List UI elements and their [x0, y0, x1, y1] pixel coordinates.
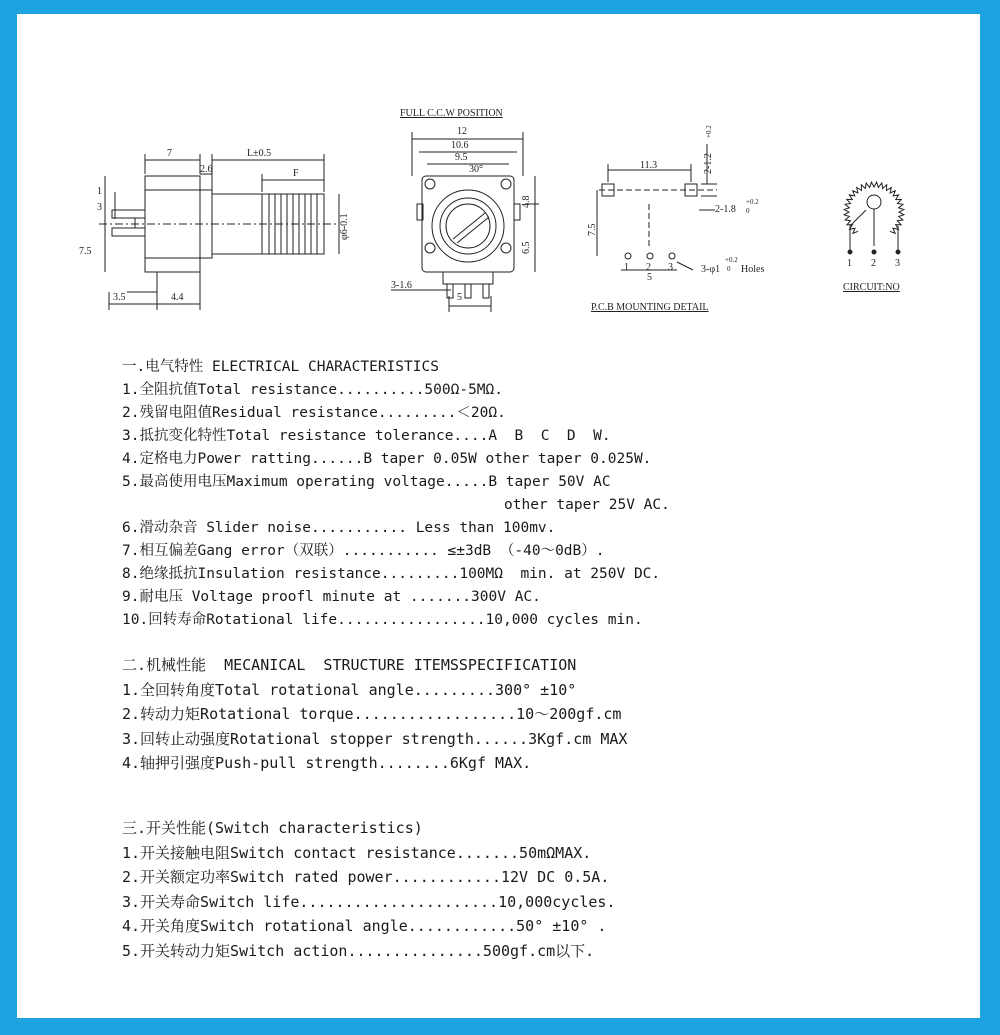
pcb-pin-3: 3: [668, 262, 673, 273]
side-view: [99, 154, 339, 310]
spec-item: 3.开关寿命Switch life......................10,000cycles.: [122, 892, 616, 911]
circuit-symbol: [844, 182, 904, 254]
drawing-svg: [17, 14, 980, 344]
dim-3-5: 3.5: [113, 292, 126, 303]
spec-item: 8.绝缘抵抗Insulation resistance.........100MΩ min. at 250V DC.: [122, 566, 661, 582]
angle-30: 30°: [469, 164, 483, 175]
electrical-section: [122, 356, 942, 632]
dim-2-1-8: 2-1.8: [715, 204, 736, 215]
dim-f: F: [293, 168, 299, 179]
hole-suffix: Holes: [741, 264, 765, 275]
pcb-pin-1: 1: [624, 262, 629, 273]
circuit-pin-3: 3: [895, 258, 900, 269]
spec-item: 6.滑动杂音 Slider noise........... Less than 100mv.: [122, 520, 556, 536]
spec-item: 7.相互偏差Gang error（双联）........... ≤±3dB （-40～0dB）.: [122, 543, 605, 559]
spec-item: 3.回转止动强度Rotational stopper strength......3Kgf.cm MAX: [122, 729, 628, 748]
electrical-title: 一.电气特性 ELECTRICAL CHARACTERISTICS: [122, 359, 439, 375]
mechanical-section: [122, 653, 942, 776]
dim-12: 12: [457, 126, 467, 137]
dim-4-8: 4.8: [521, 195, 532, 208]
dim-5: 5: [457, 292, 462, 303]
spec-item: 1.全回转角度Total rotational angle.........300° ±10°: [122, 680, 577, 699]
dim-6-5: 6.5: [521, 241, 532, 254]
spec-item: 3.抵抗变化特性Total resistance tolerance....A B C D W.: [122, 428, 611, 444]
dim-1: 1: [97, 186, 102, 197]
hole-tol-low: 0: [727, 265, 731, 273]
spec-item: 9.耐电压 Voltage proofl minute at .......300V AC.: [122, 589, 541, 605]
spec-item-continuation: other taper 25V AC.: [504, 497, 670, 513]
spec-item: 4.定格电力Power ratting......B taper 0.05W other taper 0.025W.: [122, 451, 652, 467]
spec-item: 2.残留电阻值Residual resistance.........＜20Ω.: [122, 405, 506, 421]
front-view-title: FULL C.C.W POSITION: [400, 108, 503, 119]
dim-l: L±0.5: [247, 148, 272, 159]
hole-note: 3-φ1: [701, 264, 721, 275]
pcb-pin-2: 2: [646, 262, 651, 273]
dim-tol-a: +0.2: [705, 125, 713, 138]
spec-sheet: [17, 14, 980, 1018]
spec-item: 4.轴押引强度Push-pull strength........6Kgf MAX.: [122, 754, 532, 773]
circuit-label: CIRCUIT:NO: [843, 282, 900, 293]
spec-item: 5.最高使用电压Maximum operating voltage.....B taper 50V AC: [122, 474, 611, 490]
spec-item: 1.开关接触电阻Switch contact resistance.......50mΩMAX.: [122, 843, 592, 862]
dim-pcb-7-5: 7.5: [587, 223, 598, 236]
spec-item: 4.开关角度Switch rotational angle............50° ±10° .: [122, 917, 607, 936]
dim-shaft: φ6-0.1: [339, 213, 350, 240]
dim-7: 7: [167, 148, 172, 159]
dim-9-5: 9.5: [455, 152, 468, 163]
spec-item: 10.回转寿命Rotational life.................10,000 cycles min.: [122, 612, 643, 628]
spec-item: 2.转动力矩Rotational torque..................10～200gf.cm: [122, 705, 622, 724]
spec-item: 5.开关转动力矩Switch action...............500gf.cm以下.: [122, 941, 595, 960]
technical-drawing: [17, 14, 980, 344]
spec-item: 2.开关额定功率Switch rated power............12V DC 0.5A.: [122, 868, 610, 887]
circuit-pin-2: 2: [871, 258, 876, 269]
dim-tol-b-low: 0: [746, 207, 750, 215]
dim-3: 3: [97, 202, 102, 213]
dim-4-4: 4.4: [171, 292, 184, 303]
dim-7-5: 7.5: [79, 246, 92, 257]
switch-section: [122, 816, 942, 964]
circuit-pin-1: 1: [847, 258, 852, 269]
dim-10-6: 10.6: [451, 140, 469, 151]
dim-11-3: 11.3: [640, 160, 658, 171]
switch-title: 三.开关性能(Switch characteristics): [122, 818, 423, 837]
dim-tol-b: +0.2: [746, 198, 759, 206]
dim-pitch-5: 5: [647, 272, 652, 283]
pcb-title: P.C.B MOUNTING DETAIL: [591, 302, 709, 313]
dim-2-6: 2.6: [200, 164, 213, 175]
hole-tol: +0.2: [725, 256, 738, 264]
dim-3-1-6: 3-1.6: [391, 280, 412, 291]
spec-text: [122, 356, 942, 964]
dim-2-1-2: 2-1.2: [703, 153, 714, 174]
spec-item: 1.全阻抗值Total resistance..........500Ω-5MΩ.: [122, 382, 503, 398]
mechanical-title: 二.机械性能 MECANICAL STRUCTURE ITEMSSPECIFICATION: [122, 656, 577, 674]
